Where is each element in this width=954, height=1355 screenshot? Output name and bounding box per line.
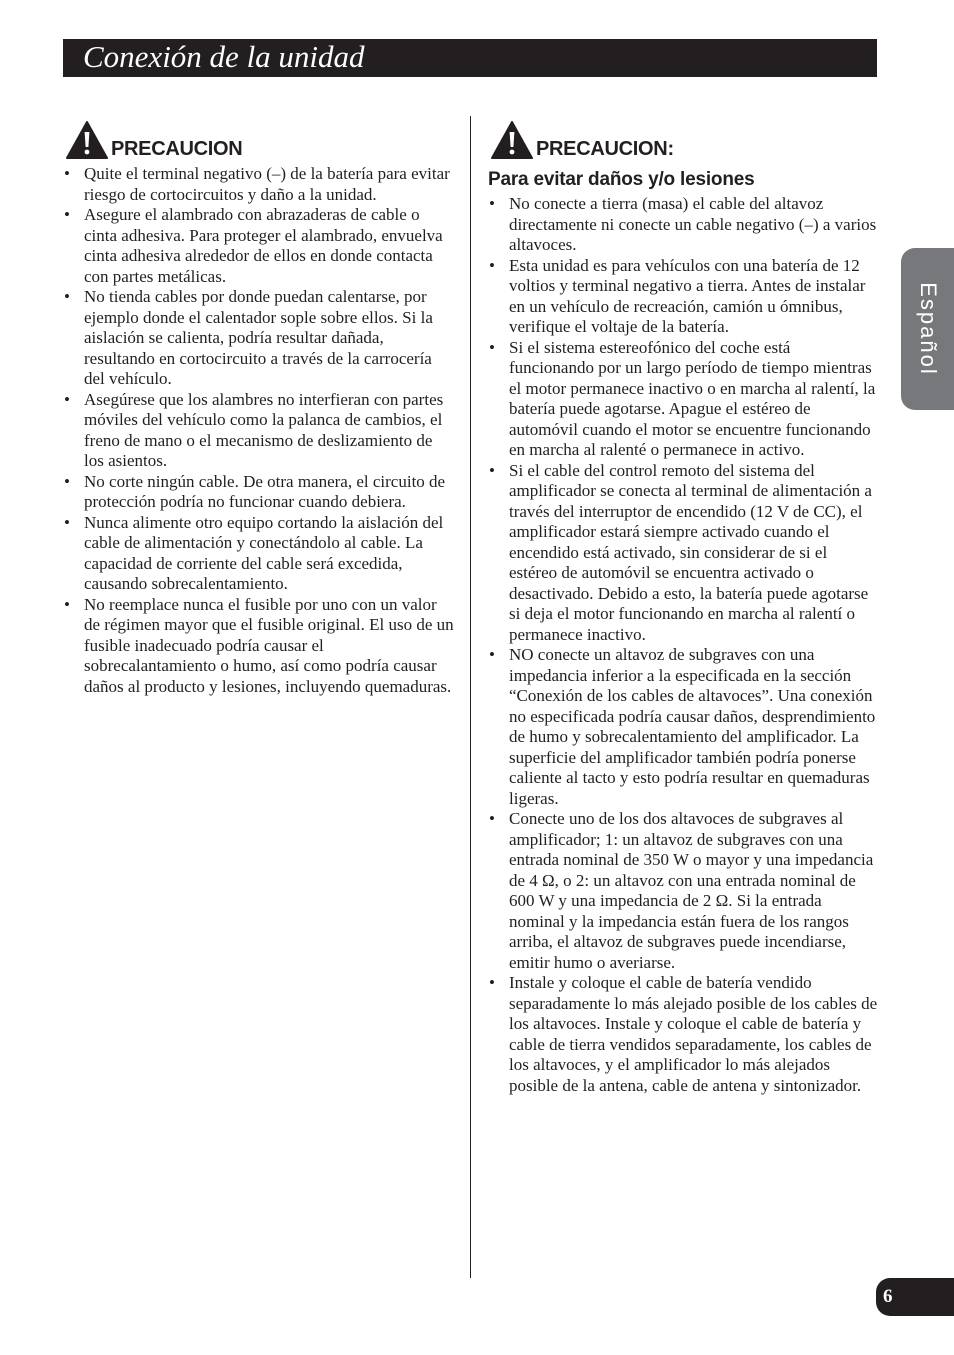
title-bar bbox=[63, 39, 877, 77]
right-heading-row bbox=[488, 120, 878, 164]
left-bullet-list bbox=[63, 164, 455, 697]
left-heading-row bbox=[63, 120, 455, 164]
right-bullet-list bbox=[488, 194, 878, 1096]
right-column bbox=[488, 120, 878, 1096]
column-divider bbox=[470, 116, 471, 1278]
page-title: Conexión de la unidad bbox=[83, 39, 365, 74]
list-item: • Esta unidad es para vehículos con una batería de 12 voltios y terminal negativo a tierra. Antes de instalar en un vehículo de recreación, camión u ómnibus, verifique el voltaje de la batería. bbox=[488, 256, 878, 338]
list-item: • Instale y coloque el cable de batería vendido separadamente lo más alejado posible de los cables de los altavoces. Instale y coloque el cable de batería y cable de tierra vendidos separadamente, los cables de los altavoces, y el amplificador lo más alejados posible de la antena, cable de antena y sintonizador. bbox=[488, 973, 878, 1096]
list-item: • Si el sistema estereofónico del coche está funcionando por un largo período de tiempo mientras el motor permanece inactivo o en marcha al ralentí, la batería puede agotarse. Apague el estéreo de automóvil cuando el motor se encuentre funcionando en marcha al ralenté o permanece in activo. bbox=[488, 338, 878, 461]
warning-triangle-icon bbox=[490, 120, 534, 160]
list-item: • No tienda cables por donde puedan calentarse, por ejemplo donde el calentador sople sobre ellos. Si la aislación se calienta, podría resultar dañada, resultando en cortocircuito a través de la carrocería del vehículo. bbox=[63, 287, 455, 390]
list-item: • Quite el terminal negativo (–) de la batería para evitar riesgo de cortocircuitos y daño a la unidad. bbox=[63, 164, 455, 205]
right-subheading: Para evitar daños y/o lesiones bbox=[488, 169, 755, 190]
warning-triangle-icon bbox=[65, 120, 109, 160]
left-heading: PRECAUCION bbox=[111, 138, 243, 160]
page-number: 6 bbox=[883, 1286, 893, 1307]
language-label: Español bbox=[915, 282, 941, 376]
right-heading: PRECAUCION: bbox=[536, 138, 674, 160]
list-item: • Nunca alimente otro equipo cortando la aislación del cable de alimentación y conectándolo al cable. La capacidad de corriente del cable será excedida, causando sobrecalentamiento. bbox=[63, 513, 455, 595]
list-item: • Asegúrese que los alambres no interfieran con partes móviles del vehículo como la palanca de cambios, el freno de mano o el mecanismo de deslizamiento de los asientos. bbox=[63, 390, 455, 472]
list-item: • No conecte a tierra (masa) el cable del altavoz directamente ni conecte un cable negativo (–) a varios altavoces. bbox=[488, 194, 878, 256]
list-item: • Si el cable del control remoto del sistema del amplificador se conecta al terminal de alimentación a través del interruptor de encendido (12 V de CC), el amplificador estará siempre activado cuando el encendido está activado, sin considerar de si el estéreo de automóvil se encuentra activado o desactivado. Debido a esto, la batería puede agotarse si deja el motor funcionando en marcha al ralentí o permanece inactivo. bbox=[488, 461, 878, 646]
list-item: • No corte ningún cable. De otra manera, el circuito de protección podría no funcionar cuando debiera. bbox=[63, 472, 455, 513]
list-item: • Asegure el alambrado con abrazaderas de cable o cinta adhesiva. Para proteger el alambrado, envuelva cinta adhesiva alrededor de ellos en donde contacta con partes metálicas. bbox=[63, 205, 455, 287]
list-item: • No reemplace nunca el fusible por uno con un valor de régimen mayor que el fusible original. El uso de un fusible inadecuado podría causar el sobrecalantamiento o humo, así como podría causar daños al producto y lesiones, incluyendo quemaduras. bbox=[63, 595, 455, 698]
list-item: • NO conecte un altavoz de subgraves con una impedancia inferior a la especificada en la sección “Conexión de los cables de altavoces”. Una conexión no especificada podría causar daños, desprendimiento de humo y sobrecalentamiento del amplificador. La superficie del amplificador también podría ponerse caliente al tacto y esto podría resultar en quemaduras ligeras. bbox=[488, 645, 878, 809]
left-column bbox=[63, 120, 455, 697]
page-number-tab bbox=[876, 1278, 954, 1316]
list-item: • Conecte uno de los dos altavoces de subgraves al amplificador; 1: un altavoz de subgraves con una entrada nominal de 350 W o mayor y una impedancia de 4 Ω, o 2: un altavoz con una entrada nominal de 600 W y una impedancia de 2 Ω. Si la entrada nominal y la impedancia están fuera de los rangos arriba, el altavoz de subgraves puede incendiarse, emitir humo o averiarse. bbox=[488, 809, 878, 973]
language-side-tab bbox=[901, 248, 954, 410]
